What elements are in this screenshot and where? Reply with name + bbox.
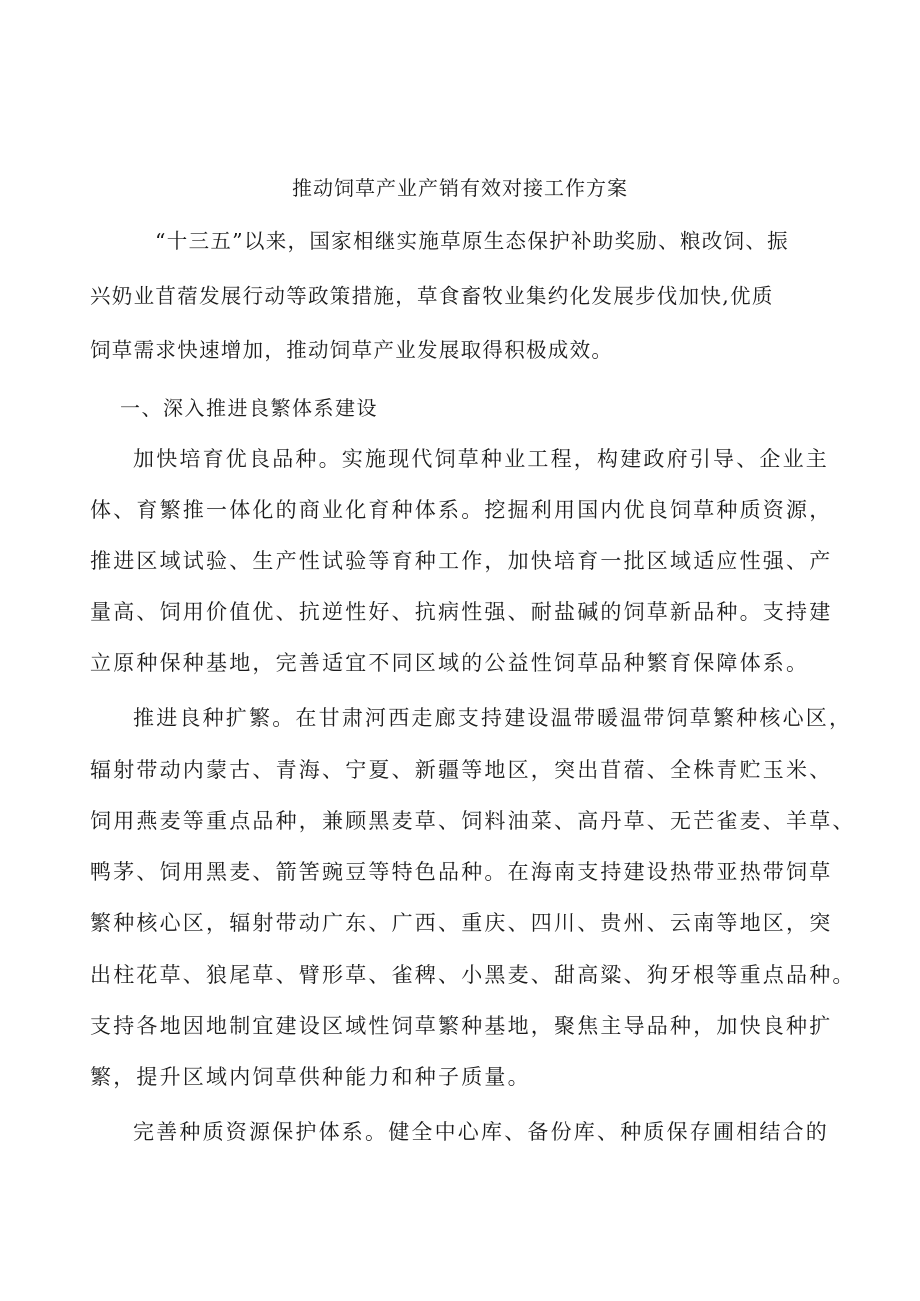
paragraph2-line-3: 饲用燕麦等重点品种，兼顾黑麦草、饲料油菜、高丹草、无芒雀麦、羊草、 (90, 809, 856, 833)
paragraph1-line-5: 立原种保种基地，完善适宜不同区域的公益性饲草品种繁育保障体系。 (90, 651, 810, 675)
section-heading: 一、深入推进良繁体系建设 (120, 396, 378, 420)
paragraph2-line-5: 繁种核心区，辐射带动广东、广西、重庆、四川、贵州、云南等地区，突 (90, 911, 833, 935)
paragraph2-line-8: 繁，提升区域内饲草供种能力和种子质量。 (90, 1065, 531, 1089)
paragraph1-line-2: 体、育繁推一体化的商业化育种体系。挖掘利用国内优良饲草种质资源， (90, 498, 833, 522)
paragraph2-line-6: 出柱花草、狼尾草、臂形草、雀稗、小黑麦、甜高粱、狗牙根等重点品种。 (90, 963, 856, 987)
paragraph2-line-4: 鸭茅、饲用黑麦、箭筈豌豆等特色品种。在海南支持建设热带亚热带饲草 (90, 860, 833, 884)
intro-line-3: 饲草需求快速增加，推动饲草产业发展取得积极成效。 (90, 338, 614, 362)
paragraph1-line-4: 量高、饲用价值优、抗逆性好、抗病性强、耐盐碱的饲草新品种。支持建 (90, 600, 833, 624)
intro-line-2: 兴奶业苜蓿发展行动等政策措施，草食畜牧业集约化发展步伐加快,优质 (90, 284, 774, 308)
paragraph2-line-7: 支持各地因地制宜建设区域性饲草繁种基地，聚焦主导品种，加快良种扩 (90, 1014, 833, 1038)
paragraph1-line-1: 加快培育优良品种。实施现代饲草种业工程，构建政府引导、企业主 (133, 447, 829, 471)
paragraph2-line-2: 辐射带动内蒙古、青海、宁夏、新疆等地区，突出苜蓿、全株青贮玉米、 (90, 758, 833, 782)
intro-line-1: “十三五”以来，国家相继实施草原生态保护补助奖励、粮改饲、振 (155, 229, 789, 253)
paragraph1-line-3: 推进区域试验、生产性试验等育种工作，加快培育一批区域适应性强、产 (90, 549, 833, 573)
paragraph2-line-1: 推进良种扩繁。在甘肃河西走廊支持建设温带暖温带饲草繁种核心区， (133, 706, 853, 730)
paragraph3-line-1: 完善种质资源保护体系。健全中心库、备份库、种质保存圃相结合的 (133, 1120, 829, 1144)
document-title: 推动饲草产业产销有效对接工作方案 (292, 176, 628, 200)
